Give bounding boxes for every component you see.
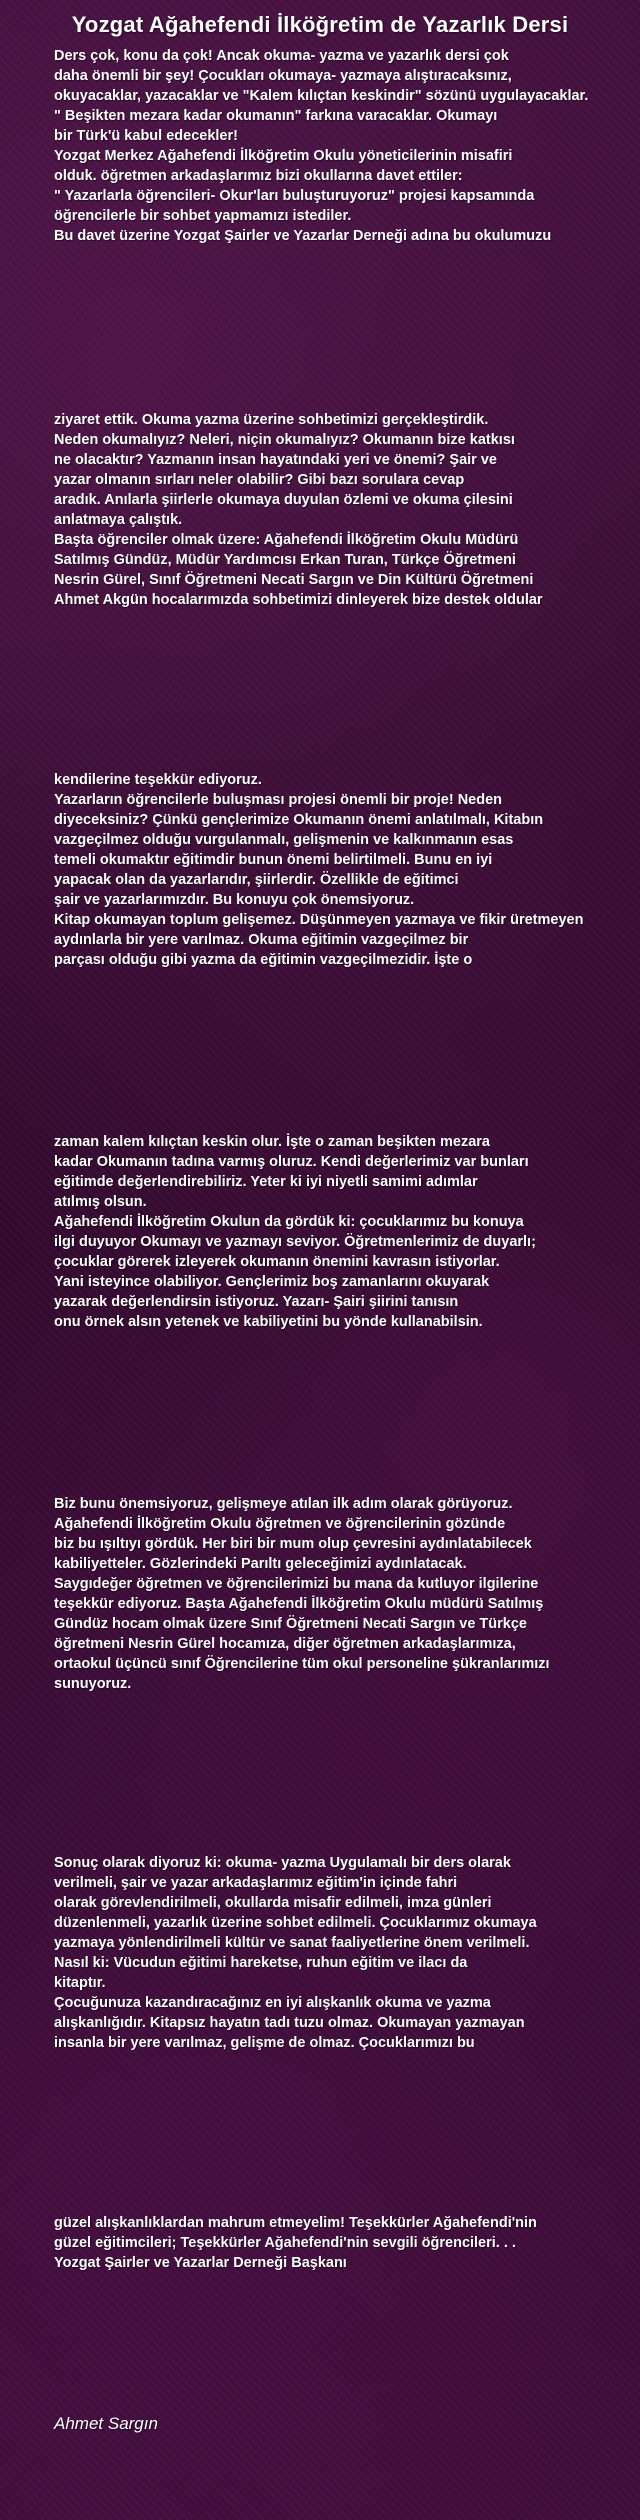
text-line: Yani isteyince olabiliyor. Gençlerimiz boş zamanlarını okuyarak <box>54 1274 490 1290</box>
text-line: güzel eğitimcileri; Teşekkürler Ağahefendi'nin sevgili öğrencileri. . . <box>54 2235 516 2251</box>
text-line: sunuyoruz. <box>54 1676 132 1692</box>
text-line: anlatmaya çalıştık. <box>54 512 183 528</box>
text-line: biz bu ışıltıyı gördük. Her biri bir mum olup çevresini aydınlatabilecek <box>54 1536 532 1552</box>
text-line: düzenlenmeli, yazarlık üzerine sohbet edilmeli. Çocuklarımız okumaya <box>54 1915 537 1931</box>
text-line: yazmaya yönlendirilmeli kültür ve sanat faaliyetlerine önem verilmeli. <box>54 1935 530 1951</box>
text-line: Başta öğrenciler olmak üzere: Ağahefendi İlköğretim Okulu Müdürü <box>54 532 519 548</box>
text-line: Çocuğunuza kazandıracağınız en iyi alışkanlık okuma ve yazma <box>54 1995 491 2011</box>
text-line: Yozgat Merkez Ağahefendi İlköğretim Okulu yöneticilerinin misafiri <box>54 148 513 164</box>
text-line: verilmeli, şair ve yazar arkadaşlarımız eğitim'in içinde fahri <box>54 1875 458 1891</box>
text-line: kendilerine teşekkür ediyoruz. <box>54 772 262 788</box>
text-line: onu örnek alsın yetenek ve kabiliyetini bu yönde kullanabilsin. <box>54 1314 483 1330</box>
text-line: çocuklar görerek izleyerek okumanın önemini kavrasın istiyorlar. <box>54 1254 500 1270</box>
text-line: öğretmeni Nesrin Gürel hocamıza, diğer öğretmen arkadaşlarımıza, <box>54 1636 516 1652</box>
text-line: ortaokul üçüncü sınıf Öğrencilerine tüm okul personeline şükranlarımızı <box>54 1656 550 1672</box>
stanza-6 <box>54 1853 640 2053</box>
text-line: Nesrin Gürel, Sınıf Öğretmeni Necati Sargın ve Din Kültürü Öğretmeni <box>54 572 534 588</box>
text-line: Satılmış Gündüz, Müdür Yardımcısı Erkan Turan, Türkçe Öğretmeni <box>54 552 516 568</box>
stanza-5 <box>54 1494 640 1694</box>
text-line: öğrencilerle bir sohbet yapmamızı istediler. <box>54 208 352 224</box>
stanza-3 <box>54 770 640 970</box>
text-line: Neden okumalıyız? Neleri, niçin okumalıyız? Okumanın bize katkısı <box>54 432 515 448</box>
text-line: kabiliyetteler. Gözlerindeki Parıltı geleceğimizi aydınlatacak. <box>54 1556 467 1572</box>
text-line: vazgeçilmez olduğu vurgulanmalı, gelişmenin ve kalkınmanın esas <box>54 832 514 848</box>
stanza-2 <box>54 410 640 610</box>
text-line: yazar olmanın sırları neler olabilir? Gibi bazı sorulara cevap <box>54 472 465 488</box>
text-line: Ders çok, konu da çok! Ancak okuma- yazma ve yazarlık dersi çok <box>54 48 509 64</box>
text-line: kitaptır. <box>54 1975 106 1991</box>
text-line: kadar Okumanın tadına varmış oluruz. Kendi değerlerimiz var bunları <box>54 1154 529 1170</box>
stanza-7 <box>54 2213 640 2273</box>
text-line: Ahmet Akgün hocalarımızda sohbetimizi dinleyerek bize destek oldular <box>54 592 543 608</box>
text-line: Kitap okumayan toplum gelişemez. Düşünmeyen yazmaya ve fikir üretmeyen <box>54 912 584 928</box>
text-line: diyeceksiniz? Çünkü gençlerimize Okumanın önemi anlatılmalı, Kitabın <box>54 812 544 828</box>
text-line: şair ve yazarlarımızdır. Bu konuyu çok önemsiyoruz. <box>54 892 415 908</box>
text-line: güzel alışkanlıklardan mahrum etmeyelim! Teşekkürler Ağahefendi'nin <box>54 2215 537 2231</box>
text-line: Saygıdeğer öğretmen ve öğrencilerimizi bu mana da kutluyor ilgilerine <box>54 1576 539 1592</box>
text-line: " Yazarlarla öğrencileri- Okur'ları buluşturuyoruz" projesi kapsamında <box>54 188 535 204</box>
text-line: olarak görevlendirilmeli, okullarda misafir edilmeli, imza günleri <box>54 1895 492 1911</box>
text-line: Bu davet üzerine Yozgat Şairler ve Yazarlar Derneği adına bu okulumuzu <box>54 228 552 244</box>
text-line: Nasıl ki: Vücudun eğitimi hareketse, ruhun eğitim ve ilacı da <box>54 1955 468 1971</box>
text-line: Ağahefendi İlköğretim Okulun da gördük ki: çocuklarımız bu konuya <box>54 1214 524 1230</box>
text-line: atılmış olsun. <box>54 1194 147 1210</box>
text-line: Biz bunu önemsiyoruz, gelişmeye atılan ilk adım olarak görüyoruz. <box>54 1496 513 1512</box>
text-line: aradık. Anılarla şiirlerle okumaya duyulan özlemi ve okuma çilesini <box>54 492 513 508</box>
text-line: ilgi duyuyor Okumayı ve yazmayı seviyor. Öğretmenlerimiz de duyarlı; <box>54 1234 536 1250</box>
text-line: temeli okumaktır eğitimdir bunun önemi belirtilmeli. Bunu en iyi <box>54 852 493 868</box>
text-line: ne olacaktır? Yazmanın insan hayatındaki yeri ve önemi? Şair ve <box>54 452 497 468</box>
text-line: bir Türk'ü kabul edecekler! <box>54 128 238 144</box>
stanza-1 <box>54 46 640 246</box>
text-line: parçası olduğu gibi yazma da eğitimin vazgeçilmezidir. İşte o <box>54 952 473 968</box>
text-line: ziyaret ettik. Okuma yazma üzerine sohbetimizi gerçekleştirdik. <box>54 412 489 428</box>
text-line: Ağahefendi İlköğretim Okulu öğretmen ve öğrencilerinin gözünde <box>54 1516 506 1532</box>
text-line: Gündüz hocam olmak üzere Sınıf Öğretmeni Necati Sargın ve Türkçe <box>54 1616 527 1632</box>
text-line: daha önemli bir şey! Çocukları okumaya- yazmaya alıştıracaksınız, <box>54 68 512 84</box>
text-line: Yozgat Şairler ve Yazarlar Derneği Başkanı <box>54 2255 347 2271</box>
text-line: okuyacaklar, yazacaklar ve "Kalem kılıçtan keskindir" sözünü uygulayacaklar. <box>54 88 589 104</box>
text-line: teşekkür ediyoruz. Başta Ağahefendi İlköğretim Okulu müdürü Satılmış <box>54 1596 544 1612</box>
text-line: aydınlarla bir yere varılmaz. Okuma eğitimin vazgeçilmez bir <box>54 932 469 948</box>
stanza-4 <box>54 1132 640 1332</box>
text-line: zaman kalem kılıçtan keskin olur. İşte o zaman beşikten mezara <box>54 1134 490 1150</box>
text-line: Yazarların öğrencilerle buluşması projesi önemli bir proje! Neden <box>54 792 503 808</box>
text-line: yazarak değerlendirsin istiyoruz. Yazarı- Şairi şiirini tanısın <box>54 1294 459 1310</box>
text-line: " Beşikten mezara kadar okumanın" farkına varacaklar. Okumayı <box>54 108 498 124</box>
text-line: olduk. öğretmen arkadaşlarımız bizi okullarına davet ettiler: <box>54 168 463 184</box>
text-line: yapacak olan da yazarlarıdır, şiirlerdir. Özellikle de eğitimci <box>54 872 459 888</box>
author-name: Ahmet Sargın <box>54 2414 158 2433</box>
text-line: insanla bir yere varılmaz, gelişme de olmaz. Çocuklarımızı bu <box>54 2035 475 2051</box>
poem-title: Yozgat Ağahefendi İlköğretim de Yazarlık Dersi <box>71 12 569 37</box>
text-line: alışkanlığıdır. Kitapsız hayatın tadı tuzu olmaz. Okumayan yazmayan <box>54 2015 525 2031</box>
text-line: Sonuç olarak diyoruz ki: okuma- yazma Uygulamalı bir ders olarak <box>54 1855 511 1871</box>
text-line: eğitimde değerlendirebiliriz. Yeter ki iyi niyetli samimi adımlar <box>54 1174 478 1190</box>
